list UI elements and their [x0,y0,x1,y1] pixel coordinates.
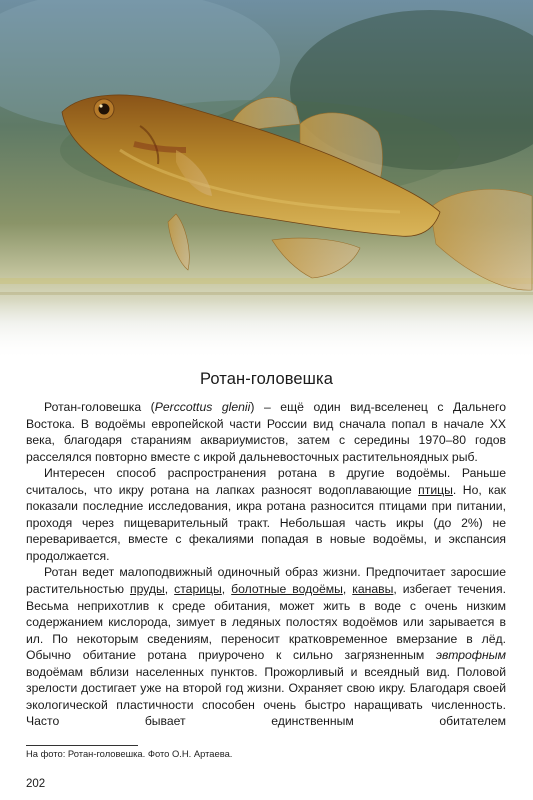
italic-term: эвтрофным [435,648,506,663]
text-run: , [221,582,232,597]
text-run: . Но, как показали последние исследования, икра ротана разносится птицами при питании, проходя через пищеварительный тракт. Небольшая часть икры (до 2%) не переваривается, вместе с фекалиями попадая в новые водоёмы, и экспансия продолжается. [26,482,506,563]
glossary-link: старицы [174,582,222,597]
text-run: , [164,582,175,597]
section-title: Ротан-головешка [200,370,333,388]
text-run: , [342,582,353,597]
paragraph [26,399,506,465]
paragraph [26,564,506,729]
text-run: , избегает течения. Весьма неприхотлив к среде обитания, может жить в воде с очень низким содержанием кислорода, зимует в ледяных полостях водоёмов или зарывается в ил. По некоторым сведениям, переносит кратковременное вмерзание в лёд. Обычно обитание ротана приурочено к сильно загрязненным [26,582,506,663]
glossary-link: канавы [352,582,394,597]
text-run: Интересен способ распространения ротана в другие водоёмы. Раньше считалось, что икру ротана на лапках разносят водоплавающие [26,466,506,497]
text-run: Ротан-головешка ( [44,400,155,414]
text-run: водоёмам вблизи населенных пунктов. Прожорливый и всеядный вид. Половой зрелости достигает уже на второй год жизни. Охраняет свою икру. Благодаря своей экологической пластичности способен очень быстро наращивать численность. Часто бывает единственным обитателем [26,664,506,729]
page-number: 202 [26,778,46,790]
text-run: ) – ещё один вид-вселенец с Дальнего Востока. В водоёмы европейской части России вид сначала попал в начале XX века, благодаря стараниям аквариумистов, затем с середины 1970–80 годов расселялся повторно вместе с икрой дальневосточных растительноядных рыб. [26,400,507,464]
paragraph [26,465,506,564]
text-run: Ротан ведет малоподвижный одиночный образ жизни. Предпочитает заросшие растительностью [26,565,506,597]
footnote-divider [26,745,138,746]
glossary-link: болотные водоёмы [231,582,343,597]
glossary-link: пруды [129,582,165,597]
glossary-link: птицы [418,482,453,497]
italic-term: Perccottus glenii [154,400,251,414]
fish-photo [0,0,533,360]
photo-caption: На фото: Ротан-головешка. Фото О.Н. Артаева. [26,748,233,759]
article-body [26,399,506,730]
